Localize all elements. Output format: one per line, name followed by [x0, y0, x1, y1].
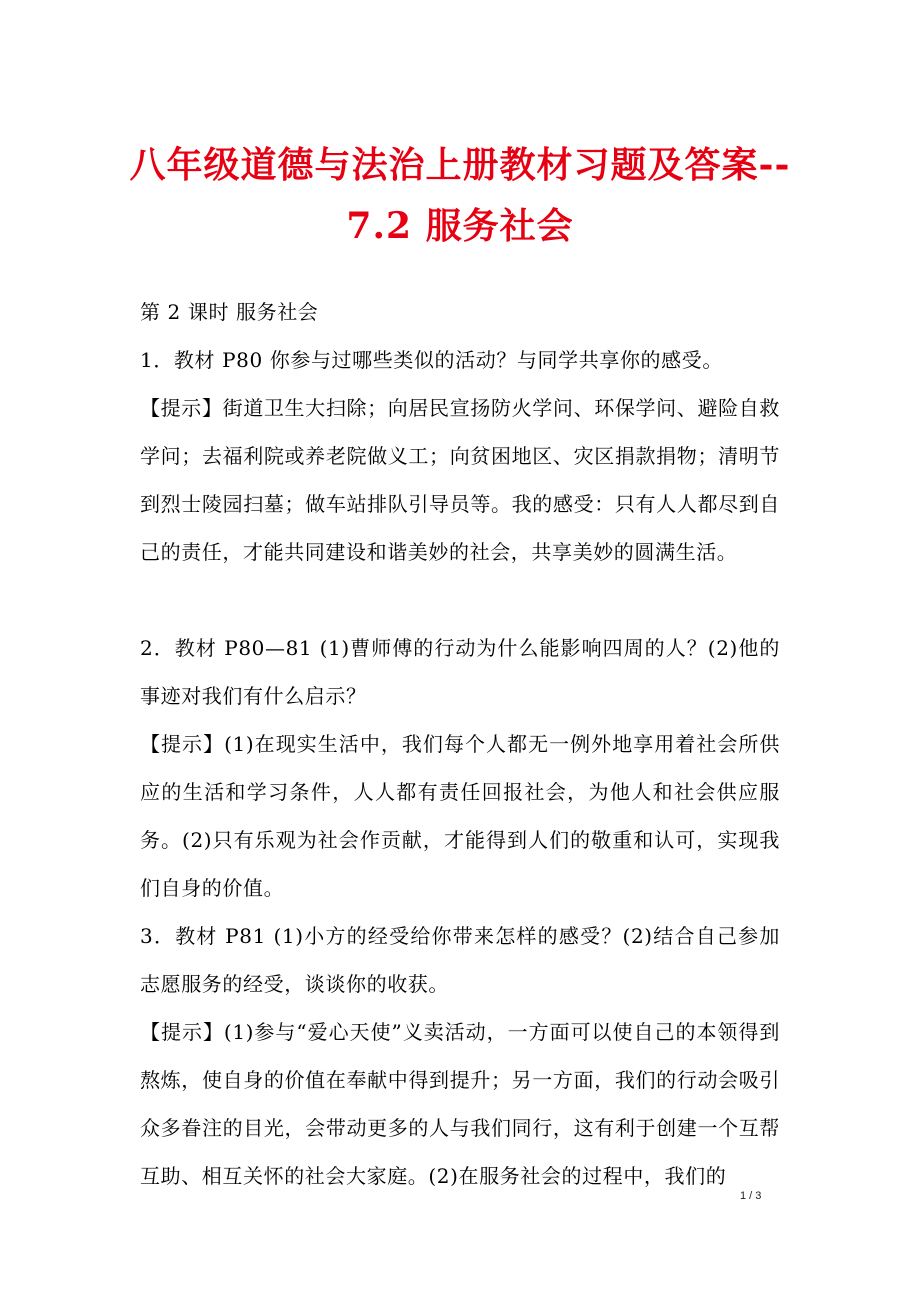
- question-3: 3．教材 P81 (1)小方的经受给你带来怎样的感受？(2)结合自己参加志愿服务的经受，谈谈你的收获。: [140, 924, 780, 996]
- lesson-heading: 第 2 课时 服务社会: [140, 300, 319, 324]
- question-1: 1．教材 P80 你参与过哪些类似的活动？与同学共享你的感受。: [140, 348, 723, 372]
- answer-2: 【提示】(1)在现实生活中，我们每个人都无一例外地享用着社会所供应的生活和学习条件，人人都有责任回报社会，为他人和社会供应服务。(2)只有乐观为社会作贡献，才能得到人们的敬重和认可，实现我们自身的价值。: [140, 732, 780, 900]
- document-title-line-1: 八年级道德与法治上册教材习题及答案--: [129, 144, 791, 186]
- answer-1: 【提示】街道卫生大扫除；向居民宣扬防火学问、环保学问、避险自救学问；去福利院或养老院做义工；向贫困地区、灾区捐款捐物；清明节到烈士陵园扫墓；做车站排队引导员等。我的感受：只有人人都尽到自己的责任，才能共同建设和谐美妙的社会，共享美妙的圆满生活。: [140, 396, 780, 564]
- question-2: 2．教材 P80—81 (1)曹师傅的行动为什么能影响四周的人？(2)他的事迹对我们有什么启示？: [140, 636, 780, 708]
- document-title-line-2: 7.2 服务社会: [346, 205, 574, 247]
- page-number: 1 / 3: [740, 1190, 762, 1202]
- answer-3: 【提示】(1)参与“爱心天使”义卖活动，一方面可以使自己的本领得到熬炼，使自身的价值在奉献中得到提升；另一方面，我们的行动会吸引众多眷注的目光，会带动更多的人与我们同行，这有利于创建一个互帮互助、相互关怀的社会大家庭。(2)在服务社会的过程中，我们的: [140, 1020, 780, 1188]
